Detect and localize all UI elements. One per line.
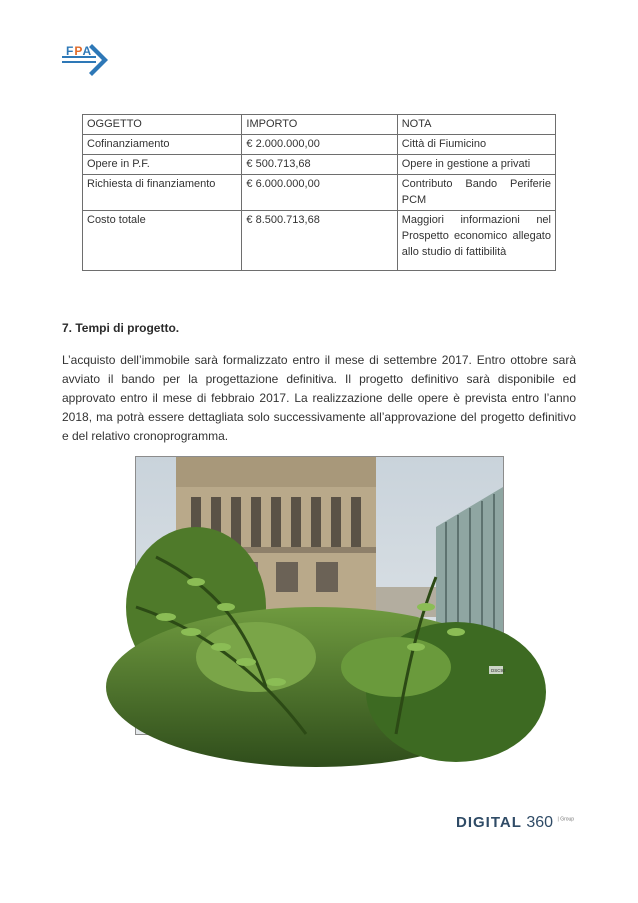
building-photo xyxy=(135,456,504,735)
table-cell: € 8.500.713,68 xyxy=(242,211,397,271)
table-cell: Maggiori informazioni nel Prospetto economico allegato allo studio di fattibilità xyxy=(397,211,555,271)
table-cell: Cofinanziamento xyxy=(83,135,242,155)
table-row xyxy=(83,211,556,271)
table-cell: € 6.000.000,00 xyxy=(242,175,397,211)
table-cell: Città di Fiumicino xyxy=(397,135,555,155)
photo-stamp: DSC92 xyxy=(491,668,506,673)
table-cell: Contributo Bando Periferie PCM xyxy=(397,175,555,211)
header-nota: NOTA xyxy=(397,115,555,135)
table-cell: Opere in P.F. xyxy=(83,155,242,175)
section-title: 7. Tempi di progetto. xyxy=(62,321,180,335)
header-importo: IMPORTO xyxy=(242,115,397,135)
logo-text: FPA xyxy=(66,44,93,58)
table-cell: € 2.000.000,00 xyxy=(242,135,397,155)
brand-number: 360 xyxy=(526,814,554,831)
header-oggetto: OGGETTO xyxy=(83,115,242,135)
table-cell: Opere in gestione a privati xyxy=(397,155,555,175)
cost-table xyxy=(82,114,556,271)
table-row xyxy=(83,135,556,155)
fpa-logo xyxy=(62,41,112,79)
digital360-logo xyxy=(456,814,574,838)
table-header-row xyxy=(83,115,556,135)
table-cell: Costo totale xyxy=(83,211,242,271)
section-paragraph: L’acquisto dell’immobile sarà formalizzato entro il mese di settembre 2017. Entro ottobre sarà avviato il bando per la progettazione definitiva. Il progetto definitivo sarà disponibile ed approvato entro il mese di febbraio 2017. La realizzazione delle opere è prevista entro l’anno 2018, ma potrà essere dettagliata solo successivamente all’approvazione del progetto definitivo e del relativo cronoprogramma. xyxy=(62,353,576,443)
table-cell: Richiesta di finanziamento xyxy=(83,175,242,211)
brand-group: | Group xyxy=(557,816,575,823)
table-cell: € 500.713,68 xyxy=(242,155,397,175)
table-row xyxy=(83,175,556,211)
brand-word: DIGITAL xyxy=(456,814,522,831)
table-row xyxy=(83,155,556,175)
